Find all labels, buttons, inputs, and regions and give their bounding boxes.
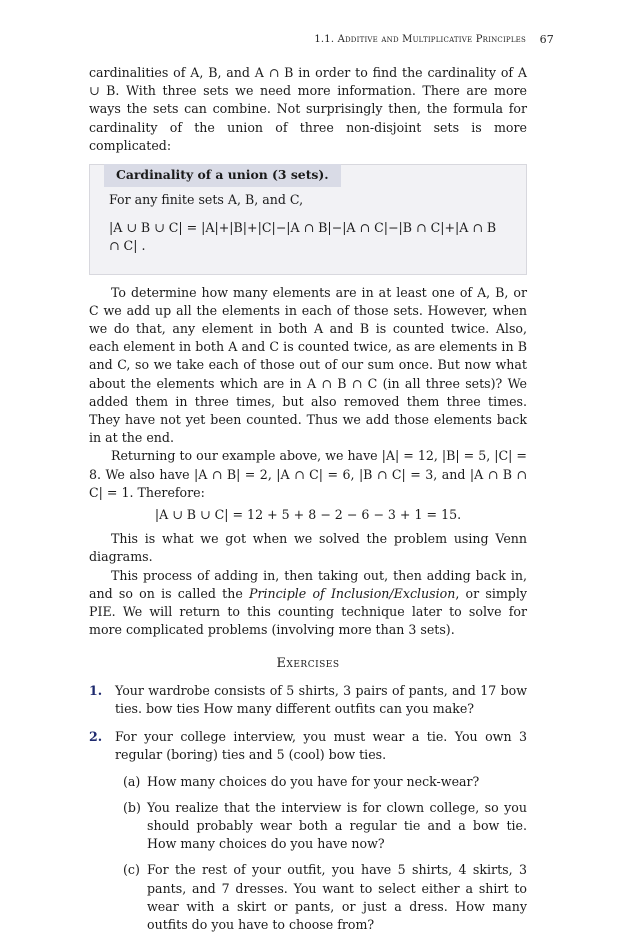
intro-paragraph: cardinalities of A, B, and A ∩ B in order to find the cardinality of A ∪ B. With three sets we need more information. There are more ways the sets can combine. Not surprisingly then, the formula for cardinality of the union of three non-disjoint sets is more complicated:	[89, 65, 527, 153]
part-text: You realize that the interview is for clown college, so you should probably wear both a regular tie and a bow tie. How many choices do you have now?	[147, 799, 527, 852]
pie-text-after: , or simply PIE. We will return to this counting technique later to solve for more complicated problems (involving more than 3 sets).	[89, 585, 528, 638]
page-number: 67	[539, 33, 554, 46]
main-content	[89, 64, 527, 944]
example-equation: |A ∪ B ∪ C| = 12 + 5 + 8 − 2 − 6 − 3 + 1 = 15.	[154, 507, 462, 523]
paragraph-explanation: To determine how many elements are in at least one of A, B, or C we add up all the elements in each of those sets. However, when we do that, any element in both A and B is counted twice. Also, each element in both A and C is counted twice, as are elements in B and C, so we take each of those out of our sum once. But now what about the elements which are in A ∩ B ∩ C (in all three sets)? We added them in three times, but also removed them three times. They have not yet been counted. Thus we add those elements back in at the end.	[89, 284, 527, 446]
exercise-part-c	[123, 861, 527, 934]
part-text: For the rest of your outfit, you have 5 shirts, 4 skirts, 3 pants, and 7 dresses. You want to select either a shirt to wear with a skirt or pants, or just a dress. How many outfits do you have to choose from?	[147, 862, 527, 932]
callout-line: For any finite sets A, B, and C,	[109, 192, 304, 208]
paragraph-venn: This is what we got when we solved the problem using Venn diagrams.	[89, 531, 527, 565]
exercise-2	[89, 728, 527, 934]
exercise-part-a	[123, 773, 527, 791]
section-title: 1.1. Additive and Multiplicative Principles	[314, 34, 526, 45]
exercises-heading: Exercises	[276, 656, 340, 672]
cardinality-callout	[89, 164, 527, 275]
part-text: How many choices do you have for your neck-wear?	[147, 773, 480, 789]
paragraph-pie	[89, 567, 527, 640]
callout-formula: |A ∪ B ∪ C| = |A|+|B|+|C|−|A ∩ B|−|A ∩ C|−|B ∩ C|+|A ∩ B ∩ C| .	[109, 220, 497, 254]
exercise-number: 1.	[89, 682, 103, 698]
exercise-part-b	[123, 799, 527, 854]
callout-title: Cardinality of a union (3 sets).	[104, 164, 341, 187]
part-label: (b)	[123, 799, 141, 815]
exercise-1	[89, 682, 527, 718]
exercise-text: For your college interview, you must wear a tie. You own 3 regular (boring) ties and 5 (cool) bow ties.	[115, 729, 527, 763]
paragraph-example: Returning to our example above, we have |A| = 12, |B| = 5, |C| = 8. We also have |A ∩ B| = 2, |A ∩ C| = 6, |B ∩ C| = 3, and |A ∩ B ∩ C| = 1. Therefore:	[89, 448, 527, 500]
part-label: (c)	[123, 862, 140, 878]
pie-text-before: This process of adding in, then taking out, then adding back in, and so on is called the	[89, 567, 527, 601]
running-header	[314, 33, 554, 46]
exercise-text: Your wardrobe consists of 5 shirts, 3 pairs of pants, and 17 bow ties. bow ties How many different outfits can you make?	[115, 682, 527, 716]
pie-term: Principle of Inclusion/Exclusion	[249, 585, 456, 601]
exercise-number: 2.	[89, 729, 103, 745]
part-label: (a)	[123, 773, 141, 789]
